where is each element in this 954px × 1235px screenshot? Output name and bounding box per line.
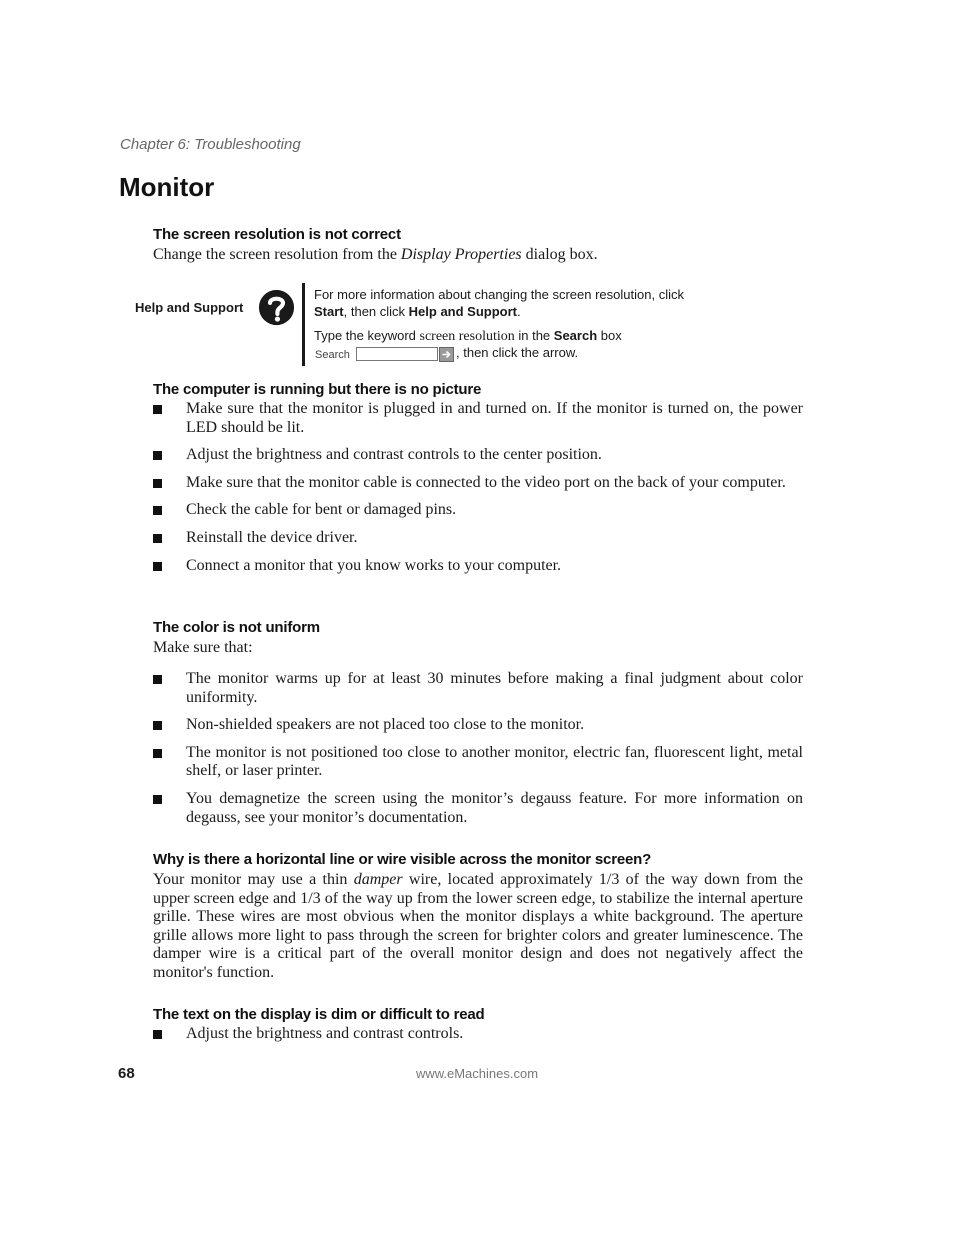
list-item: Make sure that the monitor cable is connected to the video port on the back of your computer.: [153, 474, 803, 493]
list-item: Adjust the brightness and contrast controls.: [153, 1025, 803, 1044]
bullet-square-icon: [153, 562, 162, 571]
section-text-resolution: Change the screen resolution from the Display Properties dialog box.: [153, 246, 598, 263]
search-input: [356, 347, 438, 361]
list-item: Make sure that the monitor is plugged in and turned on. If the monitor is turned on, the power LED should be lit.: [153, 400, 803, 437]
search-label: Search: [315, 349, 350, 361]
list-item: Reinstall the device driver.: [153, 529, 803, 548]
page-title: Monitor: [119, 172, 215, 202]
bullet-square-icon: [153, 534, 162, 543]
question-mark-icon: [258, 289, 295, 326]
section-heading-resolution: The screen resolution is not correct: [153, 226, 401, 243]
help-text-line1: For more information about changing the screen resolution, click Start, then click Help and Support.: [314, 287, 684, 319]
list-item: Non-shielded speakers are not placed too close to the monitor.: [153, 716, 803, 735]
section-heading-color: The color is not uniform: [153, 619, 320, 636]
bullet-list-color: [153, 670, 803, 827]
bullet-square-icon: [153, 749, 162, 758]
list-item: Connect a monitor that you know works to your computer.: [153, 557, 803, 576]
list-item: You demagnetize the screen using the monitor’s degauss feature. For more information on degauss, see your monitor’s documentation.: [153, 790, 803, 827]
running-head: Chapter 6: Troubleshooting: [120, 136, 301, 153]
bullet-list-no-picture: [153, 400, 803, 575]
page-number: 68: [118, 1065, 135, 1082]
bullet-list-dim-text: [153, 1025, 803, 1044]
section-intro-color: Make sure that:: [153, 639, 253, 656]
help-support-term: Help and Support: [408, 304, 517, 319]
bullet-square-icon: [153, 451, 162, 460]
bullet-square-icon: [153, 675, 162, 684]
section-text-horizontal-line: Your monitor may use a thin damper wire, located approximately 1/3 of the way down from the upper screen edge and 1/3 of the way up from the lower screen edge, to stabilize the internal aperture grille. These wires are most obvious when the monitor displays a white background. The aperture grille allows more light to pass through the screen for brighter colors and greater luminescence. The damper wire is a critical part of the overall monitor design and does not negatively affect the monitor's function.: [153, 871, 804, 981]
arrow-right-icon: [439, 347, 454, 362]
bullet-square-icon: [153, 721, 162, 730]
list-item: The monitor is not positioned too close to another monitor, electric fan, fluorescent light, metal shelf, or laser printer.: [153, 744, 803, 781]
bullet-square-icon: [153, 506, 162, 515]
section-heading-horizontal-line: Why is there a horizontal line or wire visible across the monitor screen?: [153, 851, 652, 868]
start-term: Start: [314, 304, 344, 319]
damper-term: damper: [353, 871, 403, 888]
search-term: Search: [553, 328, 598, 343]
help-support-label: Help and Support: [135, 300, 244, 315]
section-heading-no-picture: The computer is running but there is no picture: [153, 381, 482, 398]
bullet-square-icon: [153, 1030, 162, 1039]
help-text-line2: Type the keyword screen resolution in the Search box: [314, 328, 622, 344]
bullet-square-icon: [153, 405, 162, 414]
display-properties-term: Display Properties: [400, 246, 522, 263]
list-item: The monitor warms up for at least 30 minutes before making a final judgment about color uniformity.: [153, 670, 803, 707]
list-item: Check the cable for bent or damaged pins.: [153, 501, 803, 520]
list-item: Adjust the brightness and contrast controls to the center position.: [153, 446, 803, 465]
section-heading-dim-text: The text on the display is dim or difficult to read: [153, 1006, 485, 1023]
help-divider: [302, 283, 305, 366]
keyword-term: screen resolution: [419, 329, 515, 344]
footer-url: www.eMachines.com: [415, 1066, 539, 1081]
bullet-square-icon: [153, 479, 162, 488]
bullet-square-icon: [153, 795, 162, 804]
help-text-line3: , then click the arrow.: [456, 345, 579, 360]
